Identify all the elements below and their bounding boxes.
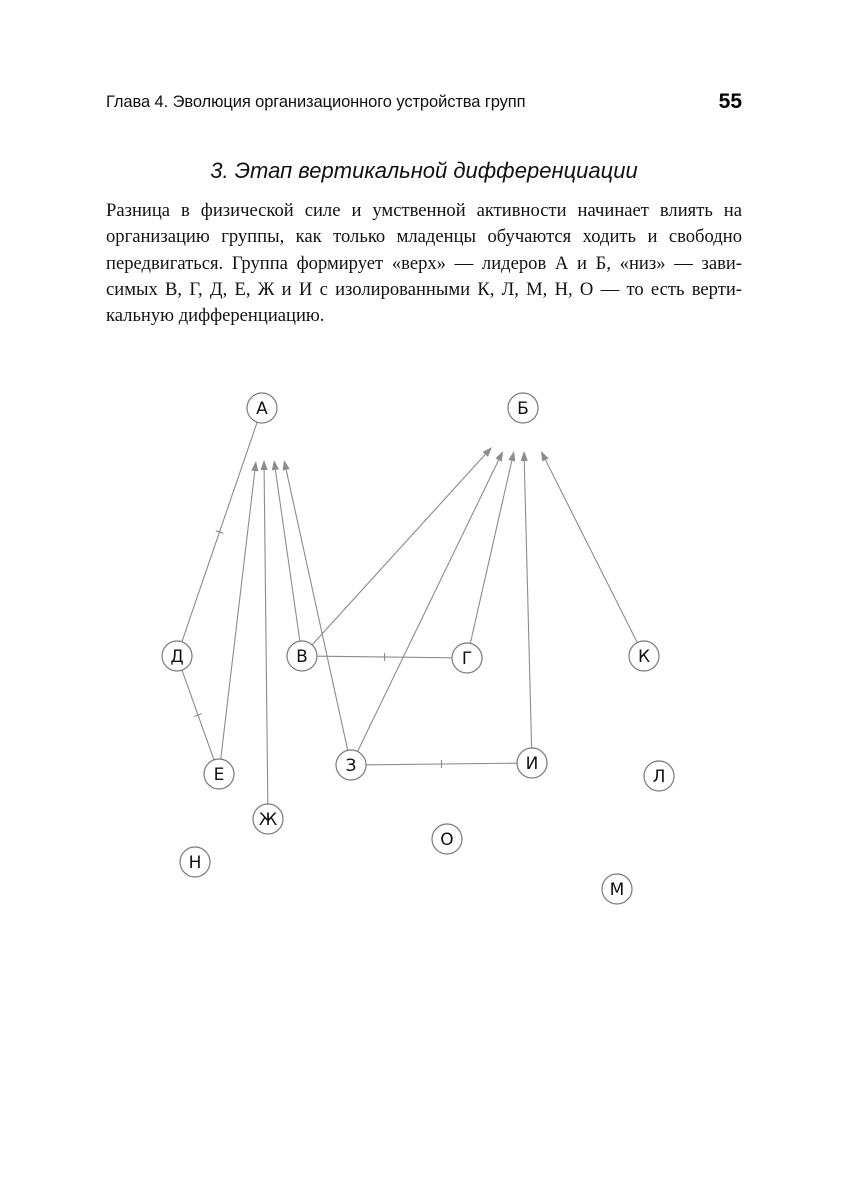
node-V (287, 641, 317, 671)
node-N (180, 847, 210, 877)
node-E (204, 759, 234, 789)
node-B6 (508, 393, 538, 423)
section-heading: 3. Этап вертикальной дифференциации (210, 158, 638, 183)
arrow-head-G-B6 (508, 451, 515, 462)
node-label: Б (517, 399, 529, 419)
node-label: Ж (258, 810, 278, 830)
edges-layer (182, 422, 637, 804)
arrow-line-V-B6 (312, 454, 485, 645)
arrow-head-Z-A (283, 460, 290, 471)
node-ZH (253, 804, 283, 834)
arrow-head-Z-B6 (495, 451, 503, 462)
node-label: Н (188, 853, 202, 873)
node-K (629, 641, 659, 671)
paragraph-line: организацию группы, как только младенцы обучаются ходить и свободно (106, 226, 742, 248)
paragraph-line: Разница в физической силе и умственной активности начинает влиять на (106, 200, 742, 221)
node-G (452, 643, 482, 673)
node-label: А (256, 399, 268, 419)
node-label: Л (652, 767, 666, 787)
node-label: М (609, 880, 625, 900)
arrow-line-Z-B6 (358, 460, 499, 751)
node-O (432, 824, 462, 854)
paragraph-line: симых В, Г, Д, Е, Ж и И с изолированными К, Л, М, Н, О — то есть верти- (106, 278, 742, 300)
arrow-head-E-A (251, 461, 258, 471)
node-L (644, 761, 674, 791)
node-I (517, 748, 547, 778)
arrow-line-K-B6 (545, 460, 637, 643)
node-label: Г (461, 649, 473, 669)
node-D (162, 641, 192, 671)
arrow-head-V-A (272, 460, 279, 470)
arrow-line-G-B6 (470, 461, 511, 644)
arrow-line-ZH-A (264, 470, 268, 804)
node-label: К (637, 647, 651, 667)
node-M (602, 874, 632, 904)
arrow-line-I-B6 (524, 461, 531, 748)
node-label: О (440, 830, 454, 850)
nodes-layer (162, 393, 674, 904)
arrow-head-ZH-A (261, 460, 268, 470)
node-Z (336, 750, 366, 780)
running-title: Глава 4. Эволюция организационного устройства групп (106, 93, 526, 111)
node-label: В (296, 647, 308, 667)
node-label: З (345, 756, 357, 776)
arrow-line-V-A (275, 470, 299, 641)
arrow-head-K-B6 (541, 451, 549, 462)
node-label: Е (213, 765, 225, 785)
arrow-head-I-B6 (521, 451, 528, 461)
node-label: Д (170, 647, 184, 667)
paragraph-line: кальную дифференциацию. (106, 305, 325, 327)
paragraph-line: передвигаться. Группа формирует «верх» — лидеров А и Б, «низ» — зави- (106, 252, 742, 274)
node-A (247, 393, 277, 423)
page-number: 55 (718, 90, 742, 113)
node-label: И (525, 754, 539, 774)
